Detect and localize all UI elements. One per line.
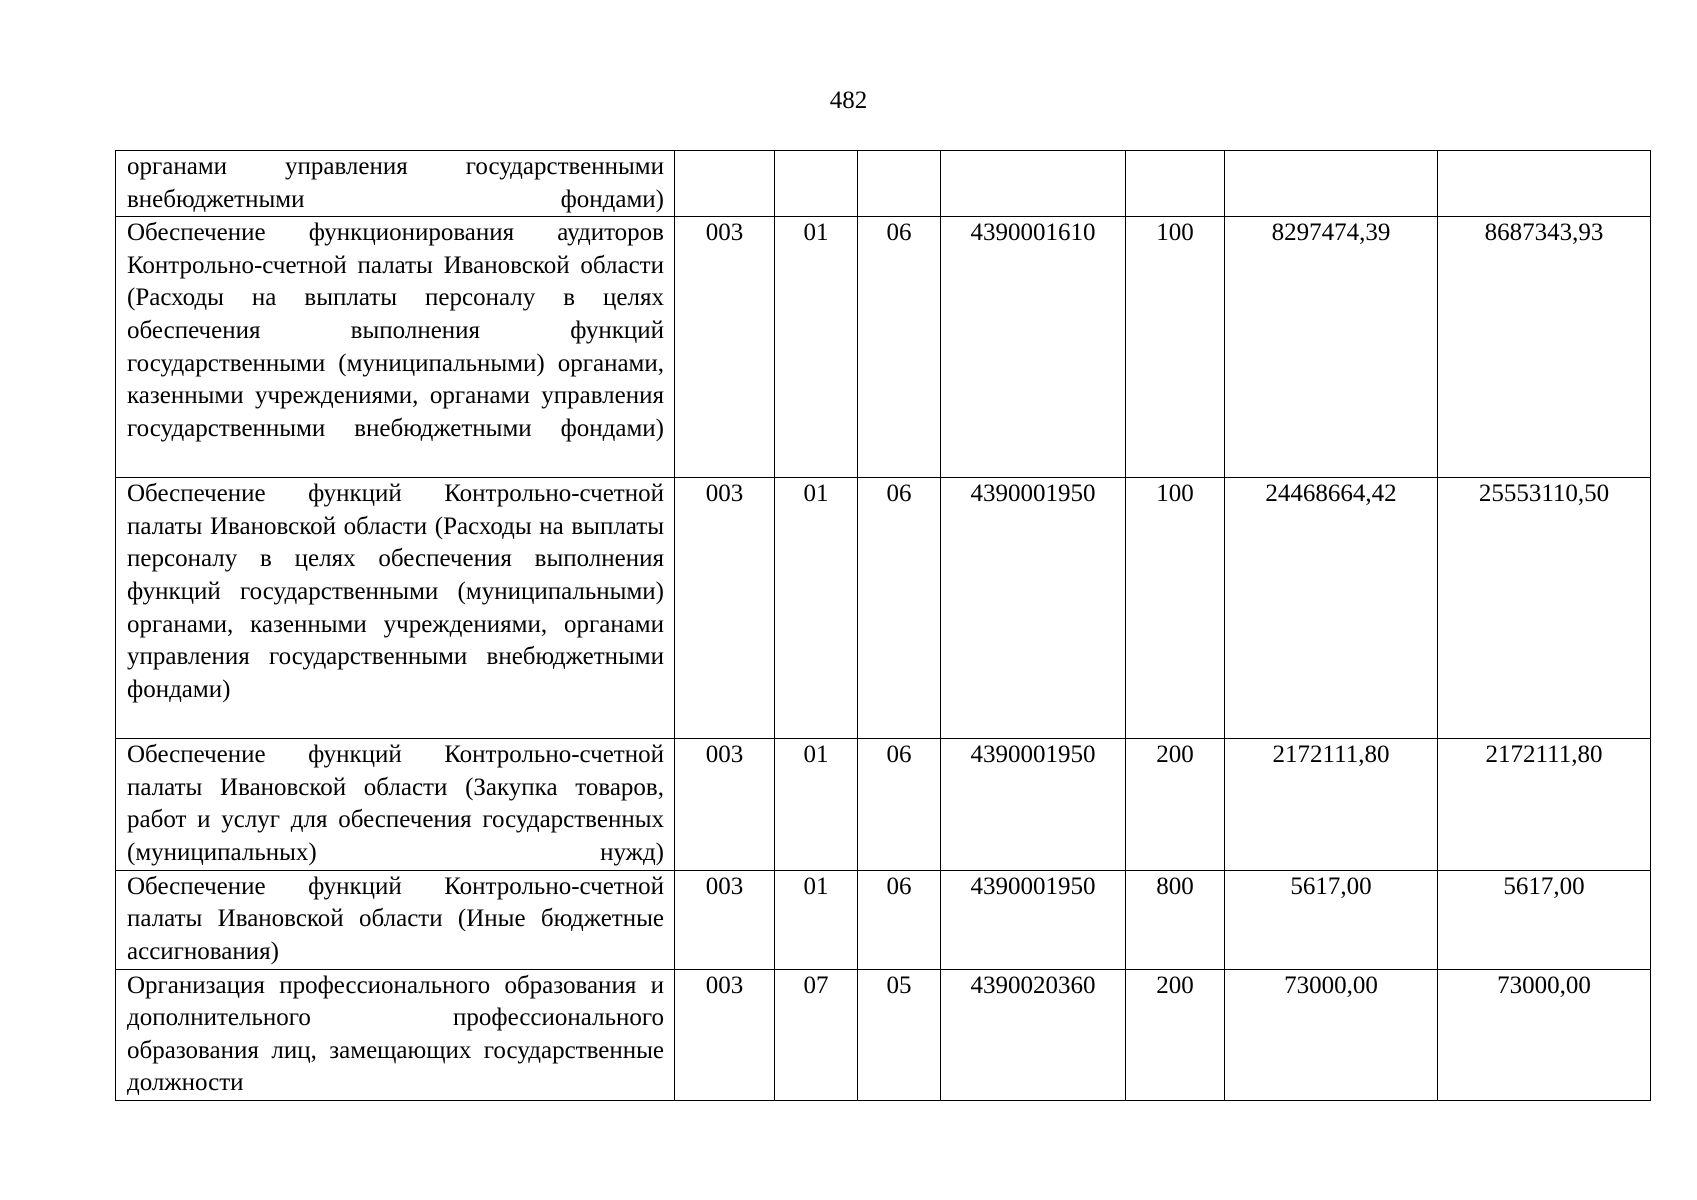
budget-table [115,150,1651,1101]
gl-cell: 003 [675,478,775,739]
row-description: Обеспечение функций Контрольно-счетной палаты Ивановской области (Иные бюджетные ассигнования) [127,872,664,965]
page-number: 482 [829,87,868,114]
table-row [116,217,1651,478]
row-description-cell [116,217,675,478]
csr-cell: 4390001610 [941,217,1126,478]
row-description-cell [116,969,675,1100]
vr-cell [1126,151,1225,217]
sum2-cell: 73000,00 [1438,969,1651,1100]
table-row [116,969,1651,1100]
gl-cell: 003 [675,217,775,478]
table-row [116,870,1651,969]
csr-cell: 4390001950 [941,870,1126,969]
table-row [116,478,1651,739]
table-row [116,739,1651,870]
row-description-cell [116,739,675,870]
vr-cell: 100 [1126,478,1225,739]
row-description-cell [116,151,675,217]
pr-cell: 06 [858,739,941,870]
csr-cell [941,151,1126,217]
sum1-cell: 8297474,39 [1225,217,1438,478]
gl-cell: 003 [675,969,775,1100]
sum1-cell: 73000,00 [1225,969,1438,1100]
rz-cell: 01 [775,217,858,478]
vr-cell: 200 [1126,969,1225,1100]
pr-cell: 06 [858,870,941,969]
vr-cell: 100 [1126,217,1225,478]
sum2-cell: 25553110,50 [1438,478,1651,739]
row-description-cell [116,870,675,969]
sum2-cell: 2172111,80 [1438,739,1651,870]
sum1-cell [1225,151,1438,217]
sum1-cell: 2172111,80 [1225,739,1438,870]
csr-cell: 4390020360 [941,969,1126,1100]
gl-cell: 003 [675,739,775,870]
rz-cell: 01 [775,739,858,870]
rz-cell: 01 [775,478,858,739]
row-description: органами управления государственными внебюджетными фондами) [127,153,664,213]
gl-cell [675,151,775,217]
sum2-cell: 8687343,93 [1438,217,1651,478]
sum1-cell: 24468664,42 [1225,478,1438,739]
rz-cell: 01 [775,870,858,969]
csr-cell: 4390001950 [941,739,1126,870]
rz-cell: 07 [775,969,858,1100]
vr-cell: 800 [1126,870,1225,969]
pr-cell [858,151,941,217]
sum1-cell: 5617,00 [1225,870,1438,969]
pr-cell: 06 [858,217,941,478]
row-description-cell [116,478,675,739]
table-row [116,151,1651,217]
gl-cell: 003 [675,870,775,969]
vr-cell: 200 [1126,739,1225,870]
csr-cell: 4390001950 [941,478,1126,739]
row-description: Обеспечение функций Контрольно-счетной палаты Ивановской области (Закупка товаров, работ и услуг для обеспечения государственных (муниципальных) нужд) [127,741,664,866]
pr-cell: 06 [858,478,941,739]
row-description: Организация профессионального образования и дополнительного профессионального образования лиц, замещающих государственные должности [127,971,664,1097]
sum2-cell: 5617,00 [1438,870,1651,969]
sum2-cell [1438,151,1651,217]
pr-cell: 05 [858,969,941,1100]
row-description: Обеспечение функций Контрольно-счетной палаты Ивановской области (Расходы на выплаты персоналу в целях обеспечения выполнения функций государственными (муниципальными) органами, казенными учреждениями, органами управления государственными внебюджетными фондами) [127,480,664,703]
rz-cell [775,151,858,217]
row-description: Обеспечение функционирования аудиторов Контрольно-счетной палаты Ивановской области (Расходы на выплаты персоналу в целях обеспечения выполнения функций государственными (муниципальными) органами, казенными учреждениями, органами управления государственными внебюджетными фондами) [127,219,664,442]
